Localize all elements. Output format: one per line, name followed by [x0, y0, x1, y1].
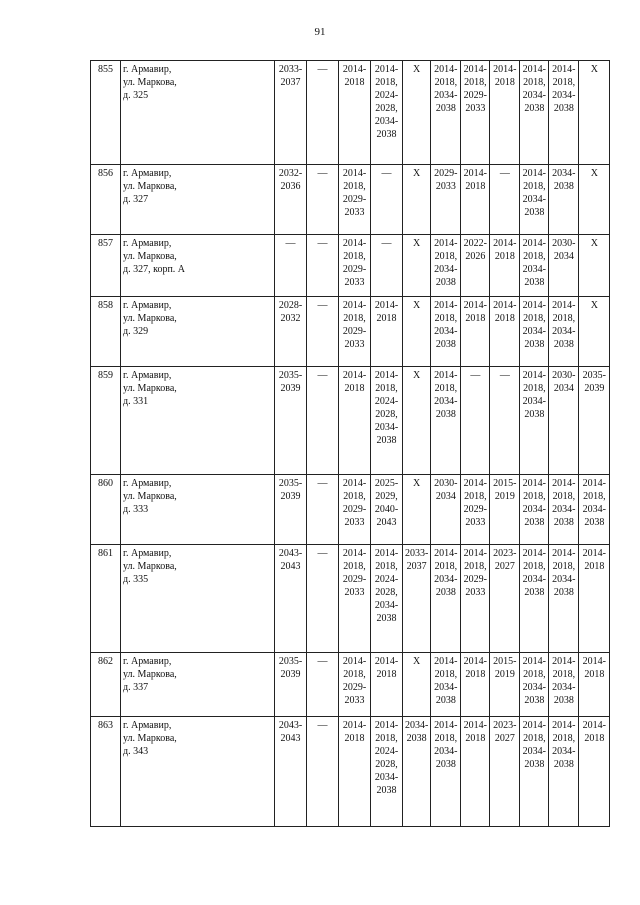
schedule-cell: X — [403, 653, 431, 717]
table-row — [91, 61, 610, 165]
schedule-cell: X — [579, 165, 610, 235]
schedule-cell: 2014- 2018, 2034- 2038 — [520, 545, 549, 653]
row-number: 856 — [91, 165, 121, 235]
schedule-cell: 2035- 2039 — [275, 653, 307, 717]
schedule-cell: 2014- 2018, 2034- 2038 — [549, 61, 579, 165]
table-row — [91, 165, 610, 235]
address-cell: г. Армавир, ул. Маркова, д. 327 — [121, 165, 275, 235]
schedule-cell: — — [307, 717, 339, 827]
schedule-cell: 2014- 2018, 2034- 2038 — [579, 475, 610, 545]
schedule-cell: X — [579, 61, 610, 165]
schedule-cell: 2014- 2018 — [461, 297, 490, 367]
schedule-cell: 2014- 2018 — [579, 653, 610, 717]
schedule-cell: 2014- 2018, 2029- 2033 — [461, 61, 490, 165]
schedule-cell: 2014- 2018, 2034- 2038 — [520, 475, 549, 545]
schedule-cell: 2032- 2036 — [275, 165, 307, 235]
schedule-cell: 2030- 2034 — [549, 235, 579, 297]
schedule-cell: 2043- 2043 — [275, 717, 307, 827]
row-number: 857 — [91, 235, 121, 297]
schedule-cell: X — [403, 235, 431, 297]
schedule-cell: 2014- 2018 — [339, 717, 371, 827]
schedule-cell: 2014- 2018 — [490, 61, 520, 165]
schedule-cell: 2014- 2018, 2034- 2038 — [520, 165, 549, 235]
schedule-cell: — — [275, 235, 307, 297]
schedule-cell: 2043- 2043 — [275, 545, 307, 653]
schedule-cell: 2035- 2039 — [275, 475, 307, 545]
schedule-cell: — — [490, 367, 520, 475]
schedule-cell: 2014- 2018, 2034- 2038 — [520, 61, 549, 165]
schedule-cell: 2014- 2018, 2029- 2033 — [339, 545, 371, 653]
schedule-cell: 2014- 2018, 2034- 2038 — [520, 297, 549, 367]
schedule-cell: 2014- 2018, 2029- 2033 — [461, 475, 490, 545]
schedule-cell: 2014- 2018, 2034- 2038 — [431, 61, 461, 165]
schedule-cell: 2023- 2027 — [490, 717, 520, 827]
table-row — [91, 545, 610, 653]
schedule-cell: 2014- 2018, 2034- 2038 — [549, 717, 579, 827]
address-cell: г. Армавир, ул. Маркова, д. 327, корп. А — [121, 235, 275, 297]
schedule-cell: X — [403, 475, 431, 545]
schedule-cell: 2025- 2029, 2040- 2043 — [371, 475, 403, 545]
schedule-cell: 2014- 2018 — [461, 653, 490, 717]
row-number: 862 — [91, 653, 121, 717]
schedule-cell: 2014- 2018 — [461, 165, 490, 235]
schedule-cell: 2033- 2037 — [403, 545, 431, 653]
schedule-cell: 2034- 2038 — [549, 165, 579, 235]
address-cell: г. Армавир, ул. Маркова, д. 337 — [121, 653, 275, 717]
schedule-cell: 2014- 2018, 2034- 2038 — [431, 717, 461, 827]
schedule-cell: 2034- 2038 — [403, 717, 431, 827]
schedule-cell: 2014- 2018, 2034- 2038 — [520, 717, 549, 827]
schedule-cell: — — [307, 367, 339, 475]
schedule-cell: 2014- 2018, 2029- 2033 — [339, 475, 371, 545]
schedule-cell: 2014- 2018, 2034- 2038 — [520, 235, 549, 297]
schedule-cell: X — [403, 165, 431, 235]
schedule-cell: 2030- 2034 — [549, 367, 579, 475]
schedule-cell: — — [307, 61, 339, 165]
schedule-cell: 2035- 2039 — [275, 367, 307, 475]
schedule-cell: — — [307, 545, 339, 653]
schedule-cell: 2014- 2018, 2034- 2038 — [431, 653, 461, 717]
schedule-cell: X — [579, 297, 610, 367]
schedule-cell: — — [307, 475, 339, 545]
address-cell: г. Армавир, ул. Маркова, д. 335 — [121, 545, 275, 653]
schedule-cell: 2014- 2018, 2029- 2033 — [339, 653, 371, 717]
schedule-cell: 2030- 2034 — [431, 475, 461, 545]
address-cell: г. Армавир, ул. Маркова, д. 331 — [121, 367, 275, 475]
row-number: 861 — [91, 545, 121, 653]
schedule-cell: 2015- 2019 — [490, 475, 520, 545]
schedule-cell: — — [371, 235, 403, 297]
schedule-cell: 2014- 2018 — [339, 367, 371, 475]
schedule-cell: 2014- 2018 — [371, 653, 403, 717]
table-row — [91, 367, 610, 475]
schedule-cell: — — [461, 367, 490, 475]
schedule-cell: — — [307, 297, 339, 367]
row-number: 855 — [91, 61, 121, 165]
schedule-cell: 2015- 2019 — [490, 653, 520, 717]
schedule-cell: X — [403, 297, 431, 367]
schedule-cell: 2033- 2037 — [275, 61, 307, 165]
schedule-cell: 2035- 2039 — [579, 367, 610, 475]
schedule-cell: 2014- 2018, 2024- 2028, 2034- 2038 — [371, 545, 403, 653]
schedule-cell: 2014- 2018, 2034- 2038 — [431, 297, 461, 367]
address-cell: г. Армавир, ул. Маркова, д. 333 — [121, 475, 275, 545]
schedule-cell: — — [307, 165, 339, 235]
schedule-cell: 2014- 2018, 2029- 2033 — [339, 297, 371, 367]
schedule-cell: 2014- 2018, 2034- 2038 — [549, 297, 579, 367]
schedule-cell: X — [403, 61, 431, 165]
schedule-cell: 2014- 2018, 2034- 2038 — [549, 545, 579, 653]
schedule-cell: 2014- 2018 — [490, 297, 520, 367]
schedule-cell: X — [579, 235, 610, 297]
table-row — [91, 475, 610, 545]
schedule-cell: 2014- 2018, 2034- 2038 — [549, 475, 579, 545]
schedule-cell: 2014- 2018, 2034- 2038 — [520, 367, 549, 475]
schedule-cell: 2014- 2018, 2024- 2028, 2034- 2038 — [371, 61, 403, 165]
row-number: 859 — [91, 367, 121, 475]
schedule-cell: 2028- 2032 — [275, 297, 307, 367]
schedule-cell: 2014- 2018, 2024- 2028, 2034- 2038 — [371, 717, 403, 827]
schedule-cell: 2014- 2018, 2034- 2038 — [431, 545, 461, 653]
address-cell: г. Армавир, ул. Маркова, д. 329 — [121, 297, 275, 367]
schedule-cell: 2014- 2018 — [371, 297, 403, 367]
address-cell: г. Армавир, ул. Маркова, д. 325 — [121, 61, 275, 165]
schedule-cell: 2014- 2018, 2034- 2038 — [520, 653, 549, 717]
row-number: 860 — [91, 475, 121, 545]
schedule-cell: 2014- 2018 — [490, 235, 520, 297]
table-row — [91, 653, 610, 717]
schedule-cell: 2014- 2018, 2024- 2028, 2034- 2038 — [371, 367, 403, 475]
table-row — [91, 235, 610, 297]
schedule-cell: 2014- 2018, 2029- 2033 — [461, 545, 490, 653]
schedule-cell: 2014- 2018, 2029- 2033 — [339, 165, 371, 235]
schedule-cell: X — [403, 367, 431, 475]
schedule-cell: 2014- 2018 — [579, 717, 610, 827]
schedule-cell: 2029- 2033 — [431, 165, 461, 235]
page-number: 91 — [314, 26, 326, 38]
schedule-cell: 2014- 2018, 2029- 2033 — [339, 235, 371, 297]
row-number: 858 — [91, 297, 121, 367]
schedule-cell: 2023- 2027 — [490, 545, 520, 653]
schedule-cell: 2022- 2026 — [461, 235, 490, 297]
row-number: 863 — [91, 717, 121, 827]
schedule-cell: — — [490, 165, 520, 235]
schedule-cell: — — [371, 165, 403, 235]
schedule-cell: 2014- 2018, 2034- 2038 — [431, 367, 461, 475]
schedule-cell: 2014- 2018, 2034- 2038 — [549, 653, 579, 717]
schedule-cell: 2014- 2018 — [339, 61, 371, 165]
housing-repair-schedule-table — [90, 60, 610, 827]
address-cell: г. Армавир, ул. Маркова, д. 343 — [121, 717, 275, 827]
schedule-cell: 2014- 2018, 2034- 2038 — [431, 235, 461, 297]
schedule-cell: — — [307, 235, 339, 297]
schedule-cell: — — [307, 653, 339, 717]
schedule-cell: 2014- 2018 — [579, 545, 610, 653]
table-row — [91, 717, 610, 827]
table-row — [91, 297, 610, 367]
schedule-cell: 2014- 2018 — [461, 717, 490, 827]
